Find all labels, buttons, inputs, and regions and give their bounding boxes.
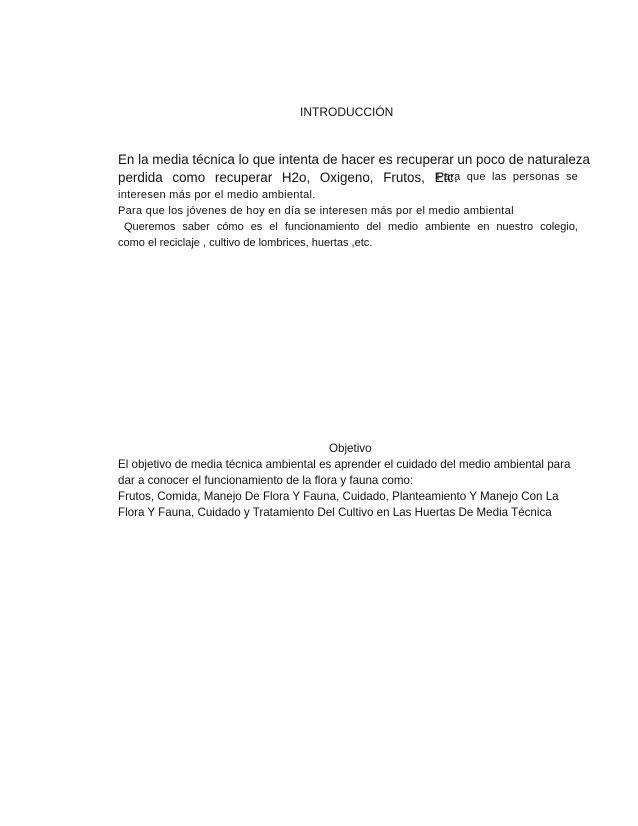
objetivo-line-3: Frutos, Comida, Manejo De Flora Y Fauna, Cuidado, Planteamiento Y Manejo Con La [118, 490, 559, 503]
introduccion-line-6: como el reciclaje , cultivo de lombrices, huertas ,etc. [118, 237, 373, 249]
introduccion-line-2-tail: Para que las personas se [436, 171, 578, 183]
introduccion-heading: INTRODUCCIÓN [300, 105, 394, 119]
objetivo-line-1: El objetivo de media técnica ambiental es aprender el cuidado del medio ambiental para [118, 458, 571, 471]
introduccion-line-3: interesen más por el medio ambiental. [118, 189, 316, 201]
introduccion-line-5: Queremos saber cómo es el funcionamiento del medio ambiente en nuestro colegio, [124, 221, 578, 233]
objetivo-heading: Objetivo [329, 442, 372, 455]
introduccion-line-2 [118, 169, 578, 187]
introduccion-line-2-main: perdida como recuperar H2o, Oxigeno, Frutos, Etc. [118, 170, 458, 185]
objetivo-line-2: dar a conocer el funcionamiento de la flora y fauna como: [118, 474, 414, 487]
introduccion-line-1: En la media técnica lo que intenta de hacer es recuperar un poco de naturaleza [118, 152, 590, 167]
introduccion-line-4: Para que los jóvenes de hoy en día se interesen más por el medio ambiental [118, 205, 514, 217]
objetivo-line-4: Flora Y Fauna, Cuidado y Tratamiento Del Cultivo en Las Huertas De Media Técnica [118, 506, 552, 519]
